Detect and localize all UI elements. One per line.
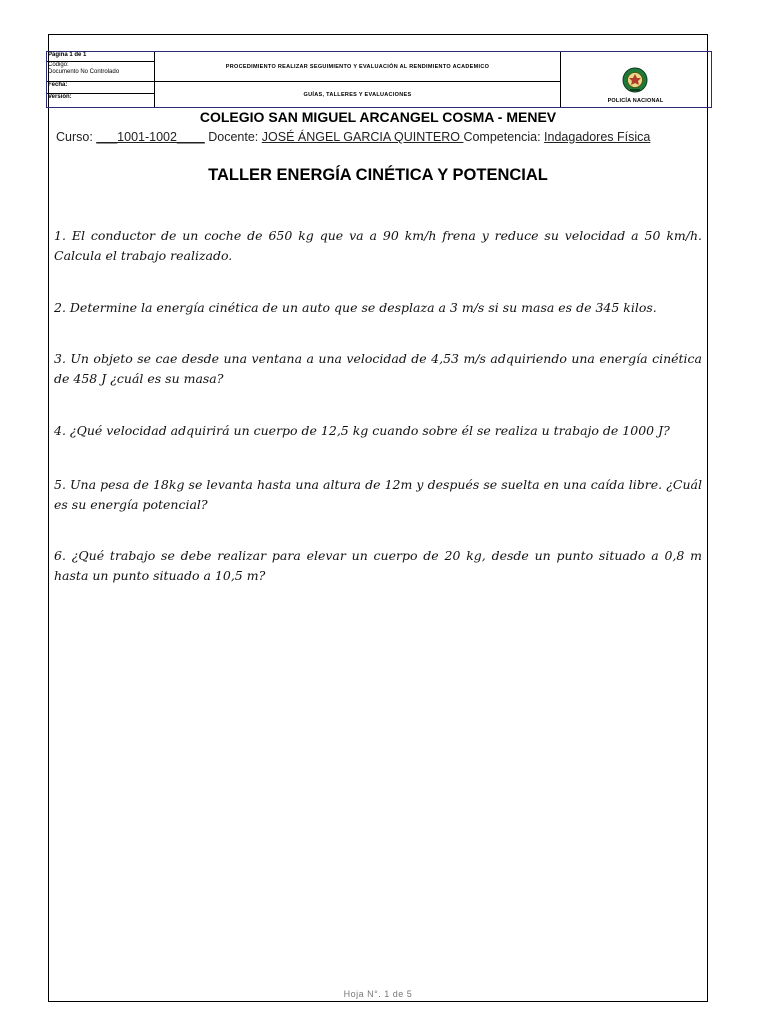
logo-cell	[561, 52, 710, 107]
course-value: ___1001-1002____	[96, 130, 205, 144]
competence-value: Indagadores Física	[544, 130, 651, 144]
document-header	[46, 51, 712, 108]
version-cell	[47, 94, 155, 107]
page-value: 1 de 1	[69, 52, 87, 58]
question-4: 4. ¿Qué velocidad adquirirá un cuerpo de 12,5 kg cuando sobre él se realiza u trabajo de 1000 J?	[54, 423, 670, 438]
date-cell	[47, 82, 155, 94]
code-label: Código:	[48, 62, 69, 68]
teacher-value: JOSÉ ÁNGEL GARCIA QUINTERO	[261, 130, 464, 144]
question-6: 6. ¿Qué trabajo se debe realizar para elevar un cuerpo de 20 kg, desde un punto situado a 0,8 m hasta un punto situado a 10,5 m?	[54, 548, 702, 583]
date-label: Fecha:	[48, 82, 68, 88]
question-5: 5. Una pesa de 18kg se levanta hasta una altura de 12m y después se suelta en una caída libre. ¿Cuál es su energía potencial?	[54, 477, 702, 512]
procedure-title: PROCEDIMIENTO REALIZAR SEGUIMIENTO Y EVALUACIÓN AL RENDIMIENTO ACADEMICO	[155, 52, 561, 82]
question-3: 3. Un objeto se cae desde una ventana a una velocidad de 4,53 m/s adquiriendo una energía cinética de 458 J ¿cuál es su masa?	[54, 351, 702, 386]
document-status: Documento No Controlado	[48, 69, 120, 75]
question-1: 1. El conductor de un coche de 650 kg que va a 90 km/h frena y reduce su velocidad a 50 km/h. Calcula el trabajo realizado.	[54, 228, 702, 263]
course-info-line	[56, 130, 650, 144]
code-cell	[47, 62, 155, 82]
version-label: Versión:	[48, 94, 72, 100]
institution-name: POLICÍA NACIONAL	[607, 98, 664, 104]
course-label: Curso:	[56, 130, 93, 144]
page-footer: Hoja N°. 1 de 5	[343, 989, 413, 999]
page-count-cell	[47, 52, 155, 62]
page-label: Página	[48, 52, 68, 58]
worksheet-title: TALLER ENERGÍA CINÉTICA Y POTENCIAL	[208, 166, 548, 184]
teacher-label: Docente:	[208, 130, 259, 144]
competence-label: Competencia:	[463, 130, 541, 144]
school-name: COLEGIO SAN MIGUEL ARCANGEL COSMA - MENEV	[199, 109, 557, 125]
question-2: 2. Determine la energía cinética de un auto que se desplaza a 3 m/s si su masa es de 345 kilos.	[54, 300, 657, 315]
procedure-subtitle: GUÍAS, TALLERES Y EVALUACIONES	[155, 82, 561, 107]
police-emblem-icon	[621, 66, 649, 94]
